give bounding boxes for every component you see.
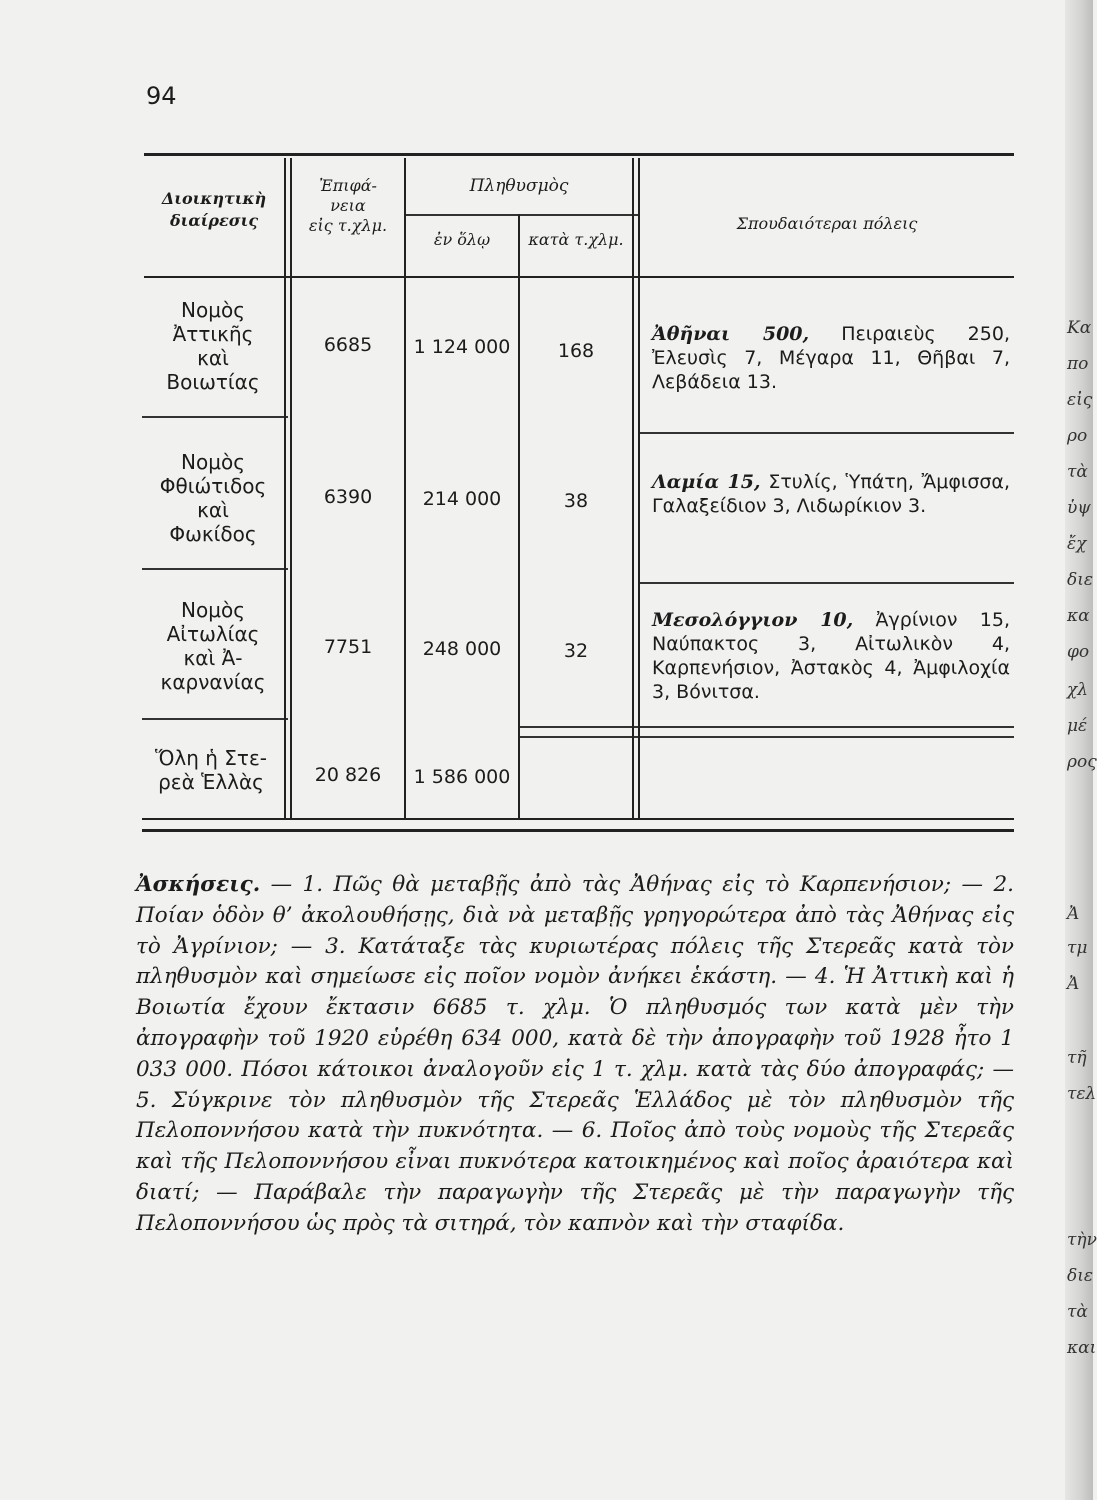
edge-fragment: ρο — [1067, 426, 1088, 446]
page-number: 94 — [146, 82, 177, 110]
edge-fragment: Κα — [1067, 318, 1092, 338]
population-subheader-rule — [404, 214, 638, 216]
row-capital: Μεσολόγγιον 10, — [652, 609, 854, 631]
row-cities — [652, 470, 1010, 518]
row-density: 32 — [563, 640, 589, 662]
row-area: 7751 — [323, 636, 373, 658]
total-name: Ὅλη ἡ Στε- ρεὰ Ἑλλὰς — [154, 746, 267, 794]
header-population-density: κατὰ τ.χλμ. — [528, 230, 624, 249]
edge-fragment: μέ — [1067, 716, 1088, 736]
edge-fragment: τῆ — [1067, 1048, 1087, 1068]
header-bottom-rule — [144, 276, 1014, 278]
header-population: Πληθυσμὸς — [469, 176, 569, 196]
row-cities-list: Στυλίς, Ὑπάτη, Ἄμφισσα, Γαλαξείδιον 3, Λιδωρίκιον 3. — [652, 471, 1010, 517]
row-prefecture-name: Νομὸς Φθιώτιδος καὶ Φωκίδος — [159, 450, 267, 546]
table-top-rule — [144, 153, 1014, 156]
row-divider-name — [142, 568, 288, 570]
row-divider-cities — [520, 726, 1014, 728]
edge-fragment: πο — [1067, 354, 1089, 374]
row-divider-name — [142, 718, 288, 720]
edge-fragment: εἰς — [1067, 390, 1093, 410]
table-bottom-rule — [142, 818, 1014, 820]
column-rule-double — [638, 158, 640, 818]
column-rule — [632, 158, 634, 818]
row-area: 6390 — [323, 486, 373, 508]
row-cities — [652, 322, 1010, 394]
header-population-total: ἐν ὅλῳ — [433, 230, 491, 249]
row-population: 214 000 — [422, 488, 502, 510]
edge-fragment: Ἀ — [1067, 974, 1080, 994]
row-divider-cities — [638, 432, 1014, 434]
column-rule — [284, 158, 286, 818]
row-divider-cities-double — [520, 736, 1014, 738]
edge-fragment: διε — [1067, 570, 1094, 590]
row-capital: Ἀθῆναι 500, — [652, 323, 810, 345]
facing-page-edge — [1065, 0, 1097, 1500]
edge-fragment: κα — [1067, 606, 1090, 626]
header-cities: Σπουδαιότεραι πόλεις — [736, 214, 918, 233]
row-capital: Λαμία 15, — [652, 471, 761, 493]
edge-fragment: ὑψ — [1067, 498, 1091, 518]
row-density: 38 — [563, 490, 589, 512]
exercises-heading: Ἀσκήσεις. — [136, 872, 261, 897]
edge-fragment: τὰ — [1067, 462, 1088, 482]
exercises-text: — 1. Πῶς θὰ μεταβῇς ἀπὸ τὰς Ἀθήνας εἰς τὸ Καρπενήσιον; — 2. Ποίαν ὁδὸν θ’ ἀκολουθήσῃς, διὰ νὰ μεταβῇς γρηγορώτερα ἀπὸ τὰς Ἀθήνας εἰς τὸ Ἀγρίνιον; — 3. Κατάταξε τὰς κυριωτέρας πόλεις τῆς Στερεᾶς κατὰ τὸν πληθυσμὸν καὶ σημείωσε εἰς ποῖον νομὸν ἀνήκει ἑκάστη. — 4. Ἡ Ἀττικὴ καὶ ἡ Βοιωτία ἔχουν ἔκτασιν 6685 τ. χλμ. Ὁ πληθυσμός των κατὰ μὲν τὴν ἀπογραφὴν τοῦ 1920 εὑρέθη 634 000, κατὰ δὲ τὴν ἀπογραφὴν τοῦ 1928 ἦτο 1 033 000. Πόσοι κάτοικοι ἀναλογοῦν εἰς 1 τ. χλμ. κατὰ τὰς δύο ἀπογραφάς; — 5. Σύγκρινε τὸν πληθυσμὸν τῆς Στερεᾶς Ἑλλάδος μὲ τὸν πληθυσμὸν τῆς Πελοποννήσου κατὰ τὴν πυκνότητα. — 6. Ποῖος ἀπὸ τοὺς νομοὺς τῆς Στερεᾶς καὶ τῆς Πελοποννήσου εἶναι πυκνότερα κατοικημένος καὶ ποῖος ἀραιότερα καὶ διατί; — Παράβαλε τὴν παραγωγὴν τῆς Στερεᾶς μὲ τὴν παραγωγὴν τῆς Πελοποννήσου ὡς πρὸς τὰ σιτηρά, τὸν καπνὸν καὶ τὴν σταφίδα. — [136, 872, 1014, 1236]
total-area: 20 826 — [314, 764, 382, 786]
exercises-paragraph — [136, 870, 1014, 1240]
edge-fragment: ἔχ — [1067, 534, 1087, 554]
header-division: Διοικητικὴ διαίρεσις — [161, 189, 267, 230]
row-cities — [652, 608, 1010, 704]
edge-fragment: τὰ — [1067, 1302, 1088, 1322]
row-prefecture-name: Νομὸς Αἰτωλίας καὶ Ἀ- καρνανίας — [160, 598, 266, 694]
header-area-line: εἰς τ.χλμ. — [308, 216, 388, 235]
edge-fragment: διε — [1067, 1266, 1094, 1286]
row-divider-cities — [638, 582, 1014, 584]
total-population: 1 586 000 — [413, 766, 511, 788]
column-rule — [518, 214, 520, 818]
row-density: 168 — [557, 340, 595, 362]
header-area-line: νεια — [330, 196, 366, 215]
row-population: 1 124 000 — [413, 336, 511, 358]
edge-fragment: Ἀ — [1067, 904, 1080, 924]
row-prefecture-name: Νομὸς Ἀττικῆς καὶ Βοιωτίας — [166, 298, 260, 394]
row-population: 248 000 — [422, 638, 502, 660]
edge-fragment: τελ — [1067, 1084, 1097, 1104]
row-area: 6685 — [323, 334, 373, 356]
edge-fragment: φο — [1067, 642, 1090, 662]
row-cities-list: Πειραιεὺς 250, Ἐλευσὶς 7, Μέγαρα 11, Θῆβαι 7, Λεβάδεια 13. — [652, 323, 1010, 393]
edge-fragment: ρος — [1067, 752, 1097, 772]
header-area-line: Ἐπιφά- — [319, 176, 377, 195]
header-area — [292, 176, 404, 236]
edge-fragment: τὴν — [1067, 1230, 1097, 1250]
row-divider-name — [142, 416, 288, 418]
edge-fragment: τμ — [1067, 938, 1088, 958]
edge-fragment: και — [1067, 1338, 1097, 1358]
table-bottom-double-rule — [142, 829, 1014, 832]
row-cities-list: Ἀγρίνιον 15, Ναύπακτος 3, Αἰτωλικὸν 4, Καρπενήσιον, Ἀστακὸς 4, Ἀμφιλοχία 3, Βόνιτσα. — [652, 609, 1010, 703]
edge-fragment: χλ — [1067, 680, 1089, 700]
